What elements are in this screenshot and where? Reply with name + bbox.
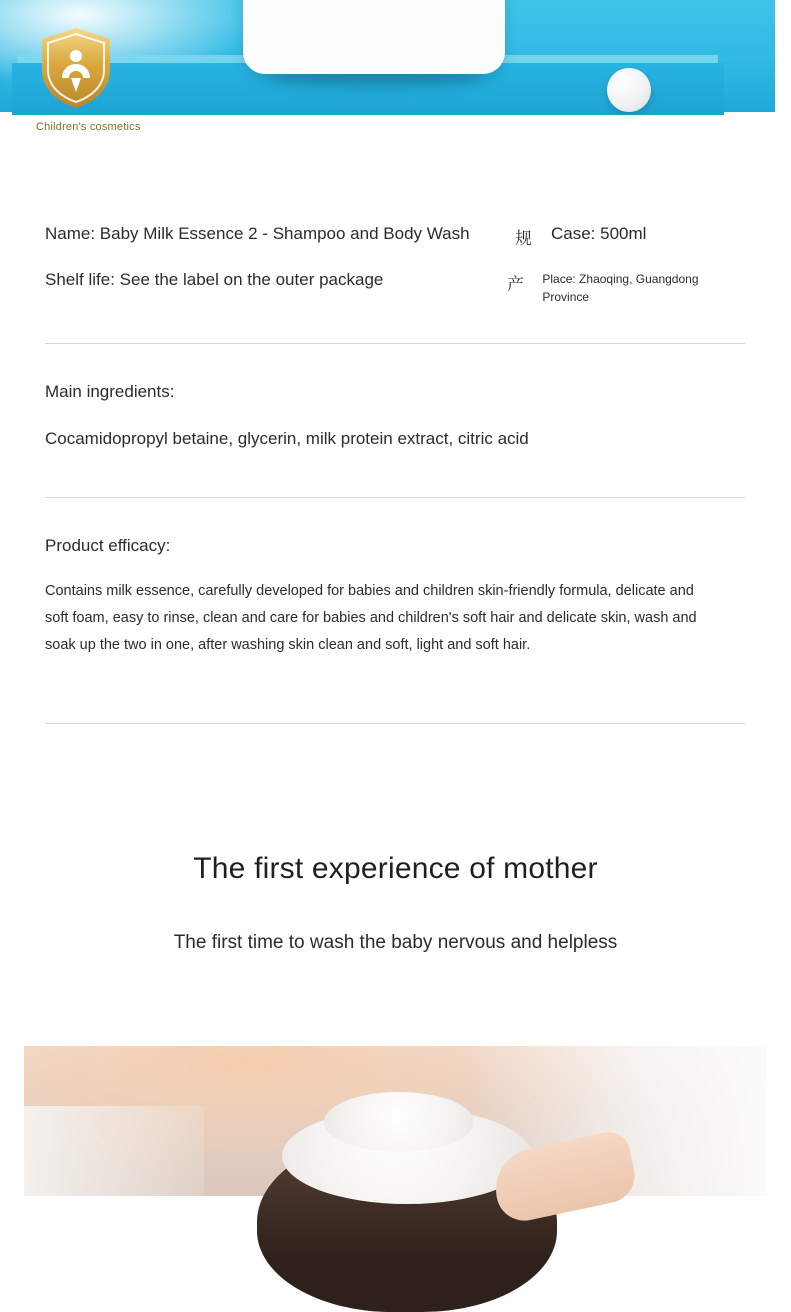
brand-shield-icon <box>38 26 114 110</box>
promo-subhead: The first time to wash the baby nervous and helpless <box>173 932 618 953</box>
ingredients-body: Cocamidopropyl betaine, glycerin, milk protein extract, citric acid <box>45 429 529 448</box>
spec-case-value: Case: 500ml <box>551 224 647 243</box>
hero-banner <box>0 0 791 112</box>
promo-headline: The first experience of mother <box>193 852 598 885</box>
decorative-sphere <box>607 68 651 112</box>
divider-1 <box>45 343 745 344</box>
ingredients-title: Main ingredients: <box>45 382 175 401</box>
divider-3 <box>45 723 745 724</box>
product-bottle-image <box>243 0 505 74</box>
spec-place-value: Place: Zhaoqing, Guangdong Province <box>542 272 699 304</box>
spec-place-mark: 产 <box>506 275 524 295</box>
divider-2 <box>45 497 745 498</box>
bottle-label-text <box>330 0 420 1</box>
spec-row-name <box>45 222 745 268</box>
foam-highlight-shape <box>324 1092 474 1152</box>
brand-caption: Children's cosmetics <box>36 121 141 133</box>
product-spec-table <box>45 222 745 314</box>
hero-background <box>0 0 775 112</box>
spec-case-mark: 规 <box>515 229 532 249</box>
photo-highlight-left <box>24 1106 204 1196</box>
baby-washing-photo <box>24 1046 767 1196</box>
efficacy-title: Product efficacy: <box>45 536 171 555</box>
efficacy-body: Contains milk essence, carefully developed for babies and children skin-friendly formula, delicate and soft foam, easy to rinse, clean and care for babies and children's soft hair and delicate skin, wash and soak up the two in one, after washing skin clean and soft, light and soft hair. <box>45 583 697 653</box>
spec-name-label: Name: Baby Milk Essence 2 - Shampoo and Body Wash <box>45 224 470 243</box>
spec-shelf-life-label: Shelf life: See the label on the outer package <box>45 270 384 289</box>
spec-row-shelf-life <box>45 268 745 314</box>
